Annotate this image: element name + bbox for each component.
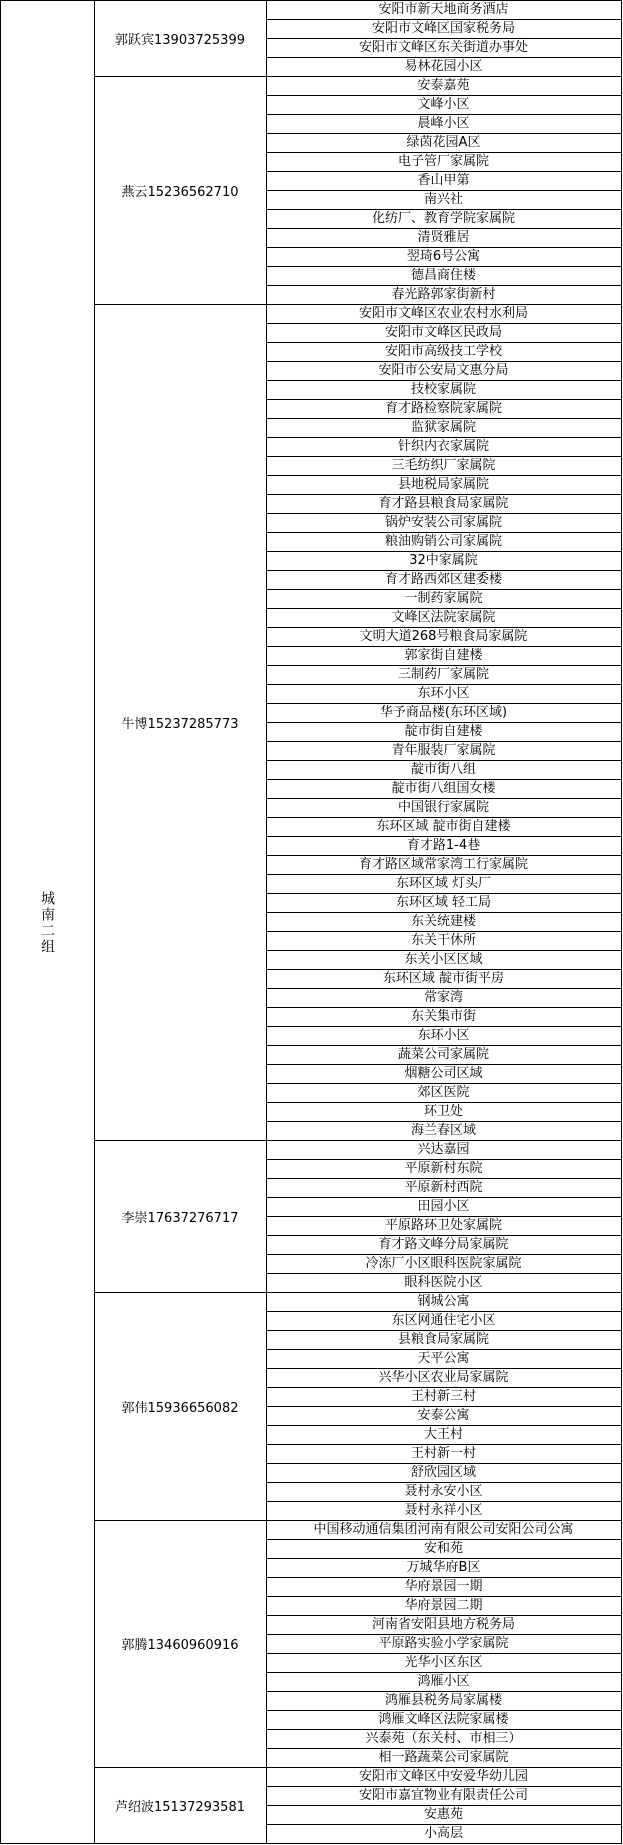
row-divider (266, 988, 621, 989)
place-cell: 文峰小区 (417, 97, 470, 112)
row-divider (266, 1083, 621, 1084)
person-name-phone: 郭腾13460960916 (121, 1638, 239, 1653)
section-divider (94, 76, 621, 77)
place-cell: 东关统建楼 (410, 914, 476, 929)
row-divider (266, 779, 621, 780)
row-divider (266, 760, 621, 761)
section-divider (94, 1140, 621, 1141)
place-cell: 平原路环卫处家属院 (384, 1218, 502, 1233)
place-cell: 鸿雁文峰区法院家属楼 (378, 1712, 509, 1727)
person-cell (94, 1767, 266, 1843)
place-cell: 育才路1-4巷 (406, 838, 481, 853)
place-cell: 翌琦6号公寓 (406, 249, 481, 264)
column-divider-1 (94, 0, 95, 1843)
row-divider (266, 1615, 621, 1616)
place-cell: 烟糖公司区域 (404, 1066, 483, 1081)
row-divider (266, 266, 621, 267)
place-cell: 靛市街八组 (410, 762, 476, 777)
place-cell: 技校家属院 (410, 382, 476, 397)
row-divider (266, 247, 621, 248)
place-cell: 中国移动通信集团河南有限公司安阳公司公寓 (313, 1522, 574, 1537)
section-divider (94, 1520, 621, 1521)
row-divider (266, 532, 621, 533)
row-divider (266, 1729, 621, 1730)
row-divider (266, 1197, 621, 1198)
row-divider (266, 418, 621, 419)
row-divider (266, 1330, 621, 1331)
place-cell: 春光路郭家街新村 (391, 287, 496, 302)
row-divider (266, 703, 621, 704)
place-cell: 文明大道268号粮食局家属院 (359, 629, 528, 644)
place-cell: 县粮食局家属院 (397, 1332, 489, 1347)
row-divider (266, 817, 621, 818)
place-cell: 冷冻厂小区眼科医院家属院 (365, 1256, 522, 1271)
person-name-phone: 牛博15237285773 (121, 716, 239, 732)
place-cell: 南兴社 (423, 192, 463, 207)
row-divider (266, 1482, 621, 1483)
row-divider (266, 1387, 621, 1388)
place-cell: 东关干休所 (410, 933, 476, 948)
row-divider (266, 969, 621, 970)
place-cell: 安阳市文峰区东关街道办事处 (358, 40, 528, 55)
row-divider (266, 1159, 621, 1160)
section-divider (94, 304, 621, 305)
row-divider (266, 874, 621, 875)
person-cell (94, 0, 266, 76)
place-cell: 电子管厂家属院 (397, 154, 489, 169)
place-cell: 靛市街自建楼 (404, 724, 483, 739)
place-cell: 安阳市文峰区农业农村水利局 (358, 306, 528, 321)
person-cell (94, 304, 266, 1140)
place-cell: 一制药家属院 (404, 591, 483, 606)
row-divider (266, 836, 621, 837)
place-cell: 环卫处 (423, 1104, 463, 1119)
place-cell: 兴泰苑（东关村、市相三） (365, 1731, 522, 1746)
row-divider (266, 323, 621, 324)
place-cell: 安阳市高级技工学校 (384, 344, 502, 359)
place-cell: 东关小区区域 (404, 952, 483, 967)
row-divider (266, 19, 621, 20)
place-cell: 育才路检察院家属院 (384, 401, 502, 416)
place-cell: 育才路县粮食局家属院 (378, 496, 509, 511)
place-cell: 县地税局家属院 (397, 477, 489, 492)
place-cell: 相一路蔬菜公司家属院 (378, 1750, 509, 1765)
place-cell: 郭家街自建楼 (404, 648, 483, 663)
place-cell: 安阳市文峰区中安爱华幼儿园 (358, 1769, 528, 1784)
place-cell: 东环小区 (417, 686, 470, 701)
place-cell: 锅炉安装公司家属院 (384, 515, 502, 530)
row-divider (266, 1121, 621, 1122)
place-cell: 化纺厂、教育学院家属院 (371, 211, 515, 226)
person-cell (94, 1140, 266, 1292)
row-divider (266, 1824, 621, 1825)
row-divider (266, 361, 621, 362)
row-divider (266, 1596, 621, 1597)
place-cell: 安阳市新天地商务酒店 (378, 2, 509, 17)
row-divider (266, 798, 621, 799)
place-cell: 天平公寓 (417, 1351, 470, 1366)
table-border-left (0, 0, 1, 1843)
row-divider (266, 285, 621, 286)
group-label: 城南二组 (39, 890, 55, 955)
place-cell: 海兰春区域 (410, 1123, 476, 1138)
row-divider (266, 95, 621, 96)
row-divider (266, 1539, 621, 1540)
row-divider (266, 1102, 621, 1103)
place-cell: 靛市街八组国女楼 (391, 781, 496, 796)
row-divider (266, 437, 621, 438)
place-cell: 平原新村西院 (404, 1180, 483, 1195)
person-name-phone: 芦绍波15137293581 (115, 1799, 245, 1815)
row-divider (266, 1178, 621, 1179)
place-cell: 三毛纺织厂家属院 (391, 458, 496, 473)
place-cell: 安阳市公安局文惠分局 (378, 363, 509, 378)
place-cell: 华府景园二期 (404, 1598, 483, 1613)
place-cell: 钢城公寓 (417, 1294, 470, 1309)
place-cell: 易林花园小区 (404, 59, 483, 74)
row-divider (266, 1444, 621, 1445)
place-cell: 舒欣园区域 (410, 1465, 476, 1480)
row-divider (266, 608, 621, 609)
place-cell: 兴达嘉园 (417, 1142, 470, 1157)
row-divider (266, 1558, 621, 1559)
place-cell: 华府景园一期 (404, 1579, 483, 1594)
row-divider (266, 133, 621, 134)
column-divider-2 (266, 0, 267, 1843)
place-cell: 安阳市文峰区国家税务局 (371, 21, 515, 36)
row-divider (266, 589, 621, 590)
place-cell: 德昌商住楼 (410, 268, 476, 283)
place-cell: 文峰区法院家属院 (391, 610, 496, 625)
row-divider (266, 1463, 621, 1464)
row-divider (266, 627, 621, 628)
place-cell: 万城华府B区 (406, 1560, 481, 1575)
row-divider (266, 152, 621, 153)
place-cell: 晨峰小区 (417, 116, 470, 131)
place-cell: 郊区医院 (417, 1085, 470, 1100)
place-cell: 安泰公寓 (417, 1408, 470, 1423)
place-cell: 蔬菜公司家属院 (397, 1047, 489, 1062)
section-divider (94, 1767, 621, 1768)
place-cell: 清贤雅居 (417, 230, 470, 245)
place-cell: 小高层 (423, 1826, 463, 1841)
place-cell: 绿茵花园A区 (406, 135, 481, 150)
row-divider (266, 494, 621, 495)
row-divider (266, 1045, 621, 1046)
section-divider (94, 1292, 621, 1293)
place-cell: 东环区域 靛市街平房 (382, 971, 505, 986)
place-cell: 安阳市嘉宜物业有限责任公司 (358, 1788, 528, 1803)
place-cell: 监狱家属院 (410, 420, 476, 435)
place-cell: 育才路区域常家湾工行家属院 (358, 857, 528, 872)
row-divider (266, 931, 621, 932)
row-divider (266, 209, 621, 210)
row-divider (266, 38, 621, 39)
row-divider (266, 1007, 621, 1008)
row-divider (266, 1634, 621, 1635)
row-divider (266, 1026, 621, 1027)
place-cell: 东环小区 (417, 1028, 470, 1043)
group-label-cell (0, 0, 94, 1845)
row-divider (266, 684, 621, 685)
row-divider (266, 1254, 621, 1255)
row-divider (266, 741, 621, 742)
row-divider (266, 456, 621, 457)
row-divider (266, 646, 621, 647)
table-border-right (621, 0, 622, 1844)
row-divider (266, 1653, 621, 1654)
row-divider (266, 1425, 621, 1426)
place-cell: 眼科医院小区 (404, 1275, 483, 1290)
place-cell: 东环区域 靛市街自建楼 (376, 819, 511, 834)
row-divider (266, 1786, 621, 1787)
place-cell: 青年服装厂家属院 (391, 743, 496, 758)
place-cell: 鸿雁县税务局家属楼 (384, 1693, 502, 1708)
place-cell: 平原路实验小学家属院 (378, 1636, 509, 1651)
place-cell: 育才路西郊区建委楼 (384, 572, 502, 587)
row-divider (266, 190, 621, 191)
row-divider (266, 475, 621, 476)
place-cell: 大王村 (423, 1427, 463, 1442)
place-cell: 常家湾 (423, 990, 463, 1005)
row-divider (266, 513, 621, 514)
row-divider (266, 1501, 621, 1502)
person-name-phone: 郭跃宾13903725399 (115, 32, 245, 48)
row-divider (266, 1368, 621, 1369)
row-divider (266, 1672, 621, 1673)
person-cell (94, 1292, 266, 1520)
row-divider (266, 570, 621, 571)
place-cell: 光华小区东区 (404, 1655, 483, 1670)
place-cell: 华予商品楼(东环区域) (379, 705, 508, 720)
row-divider (266, 1235, 621, 1236)
row-divider (266, 1311, 621, 1312)
place-cell: 安泰嘉苑 (417, 78, 470, 93)
place-cell: 平原新村东院 (404, 1161, 483, 1176)
place-cell: 育才路文峰分局家属院 (378, 1237, 509, 1252)
row-divider (266, 342, 621, 343)
table-border-bottom (0, 1843, 622, 1844)
row-divider (266, 893, 621, 894)
place-cell: 兴华小区农业局家属院 (378, 1370, 509, 1385)
row-divider (266, 855, 621, 856)
place-cell: 针织内衣家属院 (397, 439, 489, 454)
place-cell: 河南省安阳县地方税务局 (371, 1617, 515, 1632)
place-cell: 32中家属院 (409, 553, 478, 568)
place-cell: 三制药厂家属院 (397, 667, 489, 682)
row-divider (266, 950, 621, 951)
person-name-phone: 李崇17637276717 (121, 1210, 239, 1226)
person-cell (94, 1520, 266, 1767)
person-cell (94, 76, 266, 304)
place-cell: 聂村永安小区 (404, 1484, 483, 1499)
row-divider (266, 114, 621, 115)
place-cell: 中国银行家属院 (397, 800, 489, 815)
row-divider (266, 1577, 621, 1578)
place-cell: 安和苑 (423, 1541, 463, 1556)
place-cell: 鸿雁小区 (417, 1674, 470, 1689)
row-divider (266, 399, 621, 400)
row-divider (266, 1748, 621, 1749)
row-divider (266, 1273, 621, 1274)
row-divider (266, 57, 621, 58)
row-divider (266, 912, 621, 913)
place-cell: 王村新三村 (410, 1389, 476, 1404)
row-divider (266, 1710, 621, 1711)
person-name-phone: 郭伟15936656082 (121, 1400, 239, 1416)
place-cell: 粮油购销公司家属院 (384, 534, 502, 549)
place-cell: 东环区域 轻工局 (395, 895, 492, 910)
row-divider (266, 1805, 621, 1806)
row-divider (266, 1691, 621, 1692)
row-divider (266, 1216, 621, 1217)
row-divider (266, 1349, 621, 1350)
place-cell: 安惠苑 (423, 1807, 463, 1822)
place-cell: 王村新一村 (410, 1446, 476, 1461)
row-divider (266, 1406, 621, 1407)
row-divider (266, 551, 621, 552)
row-divider (266, 722, 621, 723)
place-cell: 东关集市街 (410, 1009, 476, 1024)
place-cell: 安阳市文峰区民政局 (384, 325, 502, 340)
row-divider (266, 665, 621, 666)
row-divider (266, 380, 621, 381)
place-cell: 田园小区 (417, 1199, 470, 1214)
place-cell: 聂村永祥小区 (404, 1503, 483, 1518)
place-cell: 香山甲第 (417, 173, 470, 188)
place-cell: 东环区域 灯头厂 (395, 876, 492, 891)
row-divider (266, 171, 621, 172)
place-cell: 东区网通住宅小区 (391, 1313, 496, 1328)
person-name-phone: 燕云15236562710 (121, 184, 239, 200)
row-divider (266, 1064, 621, 1065)
row-divider (266, 228, 621, 229)
